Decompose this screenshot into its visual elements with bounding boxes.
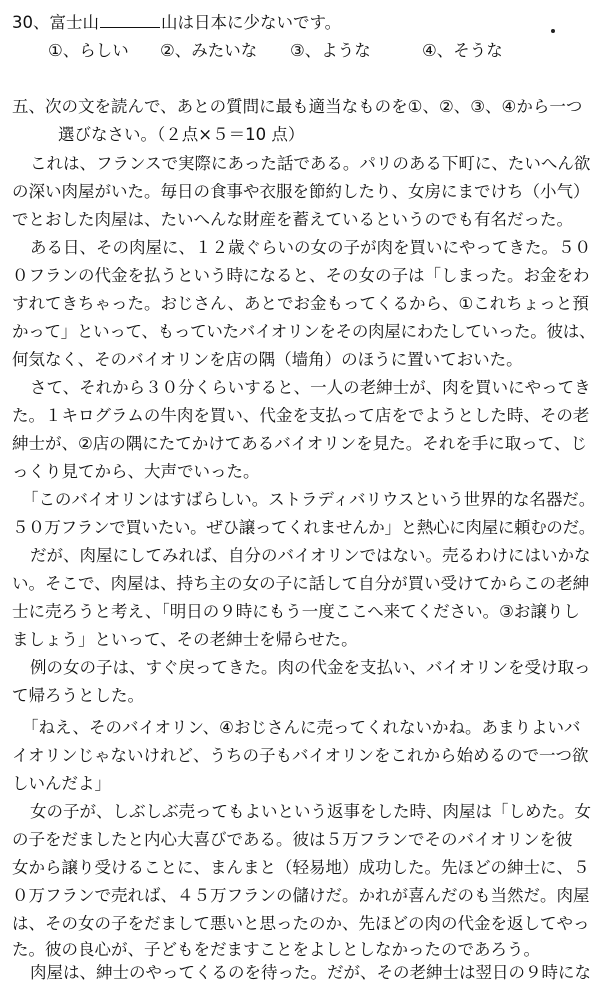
passage-line: ましょう」といって、その老紳士を帰らせた。	[12, 630, 358, 649]
passage-line: しいんだよ」	[12, 774, 111, 793]
passage-line: 何気なく、そのバイオリンを店の隅（墙角）のほうに置いておいた。	[12, 350, 523, 369]
passage-line: すれてきちゃった。おじさん、あとでお金もってくるから、①これちょっと預	[12, 294, 589, 313]
option-1: ①、らしい	[48, 41, 129, 60]
passage-line: 紳士が、②店の隅にたてかけてあるバイオリンを見た。それを手に取って、じ	[12, 434, 587, 453]
question-number: 30、	[12, 13, 50, 32]
question-30	[0, 8, 599, 38]
passage-line: これは、フランスで実際にあった話である。パリのある下町に、たいへん欲	[30, 154, 591, 173]
option-4: ④、そうな	[422, 41, 503, 60]
answer-blank	[100, 13, 160, 28]
question-30-options	[0, 36, 599, 66]
passage-line: 女の子が、しぶしぶ売ってもよいという返事をした時、肉屋は「しめた。女	[30, 802, 591, 821]
option-2: ②、みたいな	[160, 41, 258, 60]
passage-line: の深い肉屋がいた。毎日の食事や衣服を節約したり、女房にまでけち（小气）	[12, 182, 590, 201]
passage-line: は、その女の子をだまして悪いと思ったのか、先ほどの肉の代金を返してやっ	[12, 914, 590, 933]
passage-line: 肉屋は、紳士のやってくるのを待った。だが、その老紳士は翌日の９時にな	[30, 963, 591, 982]
passage-line: て帰ろうとした。	[12, 686, 144, 705]
passage-line: た。彼の良心が、子どもをだますことをよしとしなかったのであろう。	[12, 940, 540, 959]
section-heading-cont: 選びなさい。（２点×５＝10 点）	[58, 125, 305, 144]
passage-line: かって」といって、もっていたバイオリンをその肉屋にわたしていった。彼は、	[12, 322, 596, 341]
option-3: ③、ような	[290, 41, 371, 60]
passage-line: ０万フランで売れば、４５万フランの儲けだ。かれが喜んだのも当然だ。肉屋	[12, 886, 590, 905]
passage-line: でとおした肉屋は、たいへんな財産を蓄えているというのでも有名だった。	[12, 210, 573, 229]
passage-line: さて、それから３０分くらいすると、一人の老紳士が、肉を買いにやってき	[30, 378, 591, 397]
passage-line: っくり見てから、大声でいった。	[12, 462, 260, 481]
passage-line: の子をだましたと内心大喜びである。彼は５万フランでそのバイオリンを彼	[12, 830, 573, 849]
passage-line: だが、肉屋にしてみれば、自分のバイオリンではない。売るわけにはいかな	[30, 546, 591, 565]
section-heading: 五、次の文を読んで、あとの質問に最も適当なものを①、②、③、④から一つ	[12, 97, 583, 116]
passage-line: ５０万フランで買いたい。ぜひ譲ってくれませんか」と熱心に肉屋に頼むのだ。	[12, 518, 595, 537]
passage-line: ある日、その肉屋に、１２歳ぐらいの女の子が肉を買いにやってきた。５０	[30, 238, 591, 257]
question-prefix: 富士山	[49, 13, 99, 32]
stray-dot	[551, 29, 555, 33]
passage-line: 「ねえ、そのバイオリン、④おじさんに売ってくれないかね。あまりよいバ	[22, 718, 581, 737]
passage-line: い。そこで、肉屋は、持ち主の女の子に話して自分が買い受けてからこの老紳	[12, 574, 590, 593]
passage-line: ０フランの代金を払うという時になると、その女の子は「しまった。お金をわ	[12, 266, 590, 285]
passage-line: た。１キログラムの牛肉を買い、代金を支払って店をでようとした時、その老	[12, 406, 590, 425]
question-suffix: 山は日本に少ないです。	[161, 13, 342, 32]
passage-line: 例の女の子は、すぐ戻ってきた。肉の代金を支払い、バイオリンを受け取っ	[30, 658, 591, 677]
passage-line: 士に売ろうと考え、「明日の９時にもう一度ここへ来てください。③お譲りし	[12, 602, 580, 621]
passage-line: イオリンじゃないけれど、うちの子もバイオリンをこれから始めるので一つ欲	[12, 746, 589, 765]
passage-line: 「このバイオリンはすばらしい。ストラディバリウスという世界的な名器だ。	[22, 490, 596, 509]
passage-line: 女から譲り受けることに、まんまと（轻易地）成功した。先ほどの紳士に、５	[12, 858, 590, 877]
